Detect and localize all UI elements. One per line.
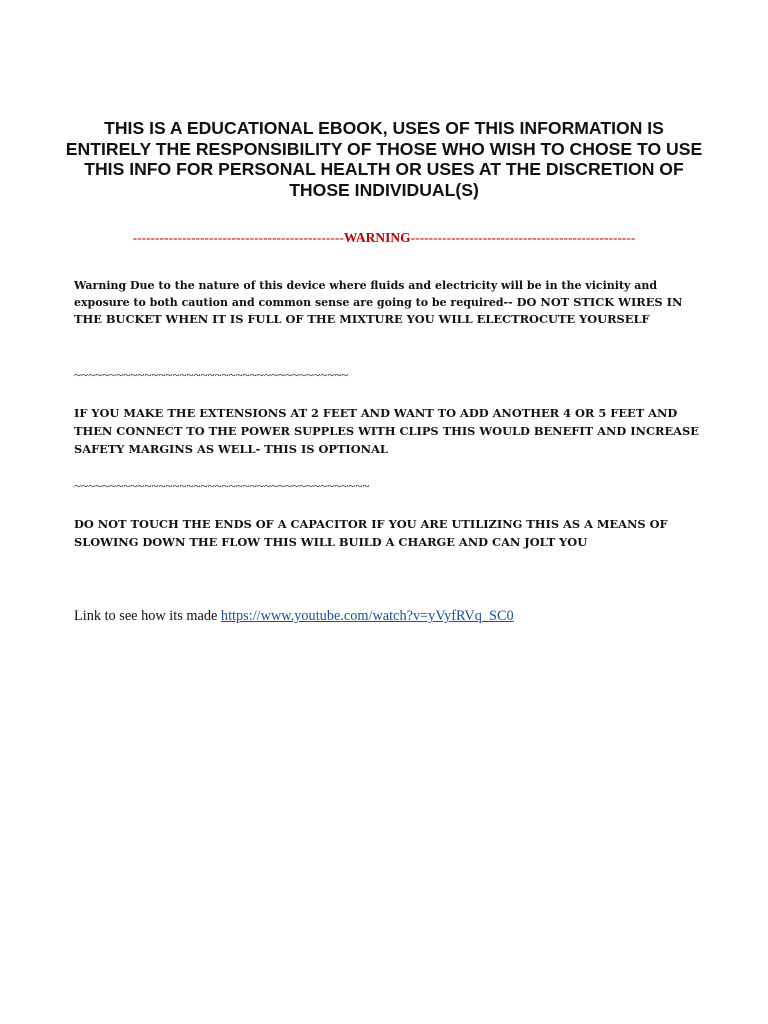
electrical-warning-lead: Warning Due to the nature of this device where fluids and electricity will be in the vicinity and exposure to both caution and common sense are going to be required-- [74, 279, 658, 309]
warning-banner [60, 230, 708, 246]
disclaimer-heading: THIS IS A EDUCATIONAL EBOOK, USES OF THIS INFORMATION IS ENTIRELY THE RESPONSIBILITY OF THOSE WHO WISH TO CHOSE TO USE THIS INFO FOR PERSONAL HEALTH OR USES AT THE DISCRETION OF THOSE INDIVIDUAL(S) [65, 118, 703, 200]
electrical-warning-caps: DO NOT STICK WIRES IN THE BUCKET WHEN IT IS FULL OF THE MIXTURE YOU WILL ELECTROCUTE YOURSELF [74, 295, 683, 326]
warning-word: WARNING [343, 230, 411, 245]
video-link-line [74, 607, 514, 625]
extensions-paragraph: IF YOU MAKE THE EXTENSIONS AT 2 FEET AND WANT TO ADD ANOTHER 4 OR 5 FEET AND THEN CONNECT TO THE POWER SUPPLES WITH CLIPS THIS WOULD BENEFIT AND INCREASE SAFETY MARGINS AS WELL- THIS IS OPTIONAL [74, 406, 699, 456]
electrical-warning-paragraph [74, 277, 714, 328]
youtube-link[interactable]: https://www.youtube.com/watch?v=yVyfRVq_SC0 [220, 608, 514, 624]
tilde-separator: ~~~~~~~~~~~~~~~~~~~~~~~~~~~~~~~~~~~~~~~~~~ [74, 478, 370, 493]
video-link-intro: Link to see how its made [74, 608, 221, 624]
capacitor-warning-paragraph: DO NOT TOUCH THE ENDS OF A CAPACITOR IF YOU ARE UTILIZING THIS AS A MEANS OF SLOWING DOWN THE FLOW THIS WILL BUILD A CHARGE AND CAN JOLT YOU [74, 517, 668, 549]
tilde-separator: ~~~~~~~~~~~~~~~~~~~~~~~~~~~~~~~~~~~~~~~ [74, 367, 349, 382]
warning-dashes-left: ----------------------------------------------- [132, 230, 344, 245]
warning-dashes-right: -------------------------------------------------- [410, 230, 636, 245]
